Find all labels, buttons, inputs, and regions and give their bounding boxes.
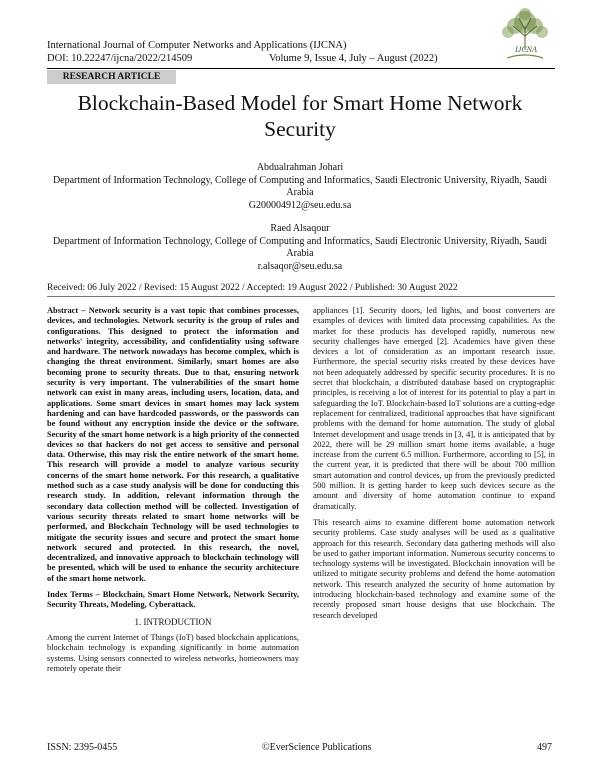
journal-doi: DOI: 10.22247/ijcna/2022/214509 xyxy=(47,53,193,64)
section-heading: 1. INTRODUCTION xyxy=(134,616,212,627)
journal-doi-line xyxy=(47,53,477,64)
author-affiliation: Department of Information Technology, College of Computing and Informatics, Saudi Electronic University, Riyadh, Saudi Arabia xyxy=(52,174,548,198)
author-email: G200004912@seu.edu.sa xyxy=(248,199,352,211)
header-rule xyxy=(47,68,555,69)
index-terms: Index Terms – Blockchain, Smart Home Network, Network Security, Security Threats, Modeling, Cyberattack. xyxy=(47,590,299,610)
journal-logo-icon xyxy=(495,6,555,64)
footer-page-number: 497 xyxy=(537,742,552,753)
article-type-badge: RESEARCH ARTICLE xyxy=(47,70,176,84)
author-block-1 xyxy=(40,162,560,212)
right-column xyxy=(313,306,555,627)
author-affiliation: Department of Information Technology, College of Computing and Informatics, Saudi Electronic University, Riyadh, Saudi Arabia xyxy=(52,235,548,259)
author-name: Abdualrahman Johari xyxy=(256,162,344,173)
left-column xyxy=(47,306,299,680)
abstract: Abstract – Network security is a vast topic that combines processes, devices, and technologies. Network security is the group of rules and configurations. This designed to protect the information and networks' integrity, accessibility, and confidentiality using software and hardware. The network nowadays has become complex, which is changing the threat environment. Similarly, smart homes are also becoming prone to security threats. Due to that, ensuring network security is very important. The vulnerabilities of the smart home network can exist in many areas, including users, location, data, and applications. Some smart devices in smart homes may lack system hardening and can have hardcoded passwords, or the passwords can be found without any encryption inside the device or the software. Security of the smart home network is a high priority of the connected devices so that hackers do not get access to sensitive and personal data. Otherwise, this may risk the entire network of the smart home. This research will provide a model to analyze various security concerns of the smart home network. For this research, a qualitative method such as a case study analysis will be done for conducting this research study. In addition, relevant information through the secondary data collection method will be collected. Investigation of various security threats related to smart home networks will be performed, and Blockchain Technology will be used technologies to mitigate the security issues and secure and protect the smart home network secured and protected. In this research, the novel, decentralized, and innovative approach to blockchain technology will be presented, which will be used to enhance the security architecture of the smart home network. xyxy=(47,306,299,583)
body-paragraph-1: appliances [1]. Security doors, led lights, and boost converters are examples of devices with limited data processing capabilities. As the market for these products has developed rapidly, numerous new security challenges have emerged [2]. Academics have given these devices a lot of consideration as an important research issue. Furthermore, the special security risks created by these devices have not been adequately addressed by specific security procedures. It is no secret that blockchain, a distributed database based on cryptographic principles, is receiving a lot of interest for its potential to play a part in safeguarding the IoT. Blockchain-based IoT solutions are a cutting-edge replacement for centralized, traditional approaches that have significant problems with the demand for home automation. The study of global Internet development and usage trends in [3, 4], it is anticipated that by 2022, there will be 29 million smart home items available, a huge increase from the current 6.5 million. Furthermore, according to [5], in the current year, it is predicted that there will be about 700 million smart automation and control devices, up from the previously predicted 500 million. It is getting harder to keep such devices secure as the amount and diversity of home automation continue to expand dramatically. xyxy=(313,306,555,511)
body-paragraph-2: This research aims to examine different home automation network security problems. Case study analyses will be used as a qualitative approach for this research. Secondary data gathering methods will also be used to gather important information. Numerous security concerns to technology systems will be investigated. Blockchain innovation will be utilized to mitigate security problems and defend the home automation network. This research analyzed the security of home automation by introducing blockchain-based technology and examine some of the recently proposed smart house designs that use blockchain. The research developed xyxy=(313,517,555,620)
section-divider xyxy=(47,296,555,297)
author-block-2 xyxy=(40,223,560,273)
author-email: r.alsaqor@seu.edu.sa xyxy=(257,260,343,272)
intro-paragraph: Among the current Internet of Things (IoT) based blockchain applications, blockchain technology is expanding significantly in home automation systems. Using sensors connected to wireless networks, homeowners may remotely operate their xyxy=(47,632,299,673)
publication-dates: Received: 06 July 2022 / Revised: 15 August 2022 / Accepted: 19 August 2022 / Published: 30 August 2022 xyxy=(47,283,458,293)
journal-volume: Volume 9, Issue 4, July – August (2022) xyxy=(269,53,438,64)
journal-name: International Journal of Computer Networks and Applications (IJCNA) xyxy=(47,40,347,51)
logo-text: IJCNA xyxy=(515,45,537,54)
footer-publisher: ©EverScience Publications xyxy=(262,742,372,753)
paper-title: Blockchain-Based Model for Smart Home Network Security xyxy=(77,91,523,141)
footer-issn: ISSN: 2395-0455 xyxy=(47,742,118,753)
author-name: Raed Alsaqour xyxy=(270,223,330,234)
